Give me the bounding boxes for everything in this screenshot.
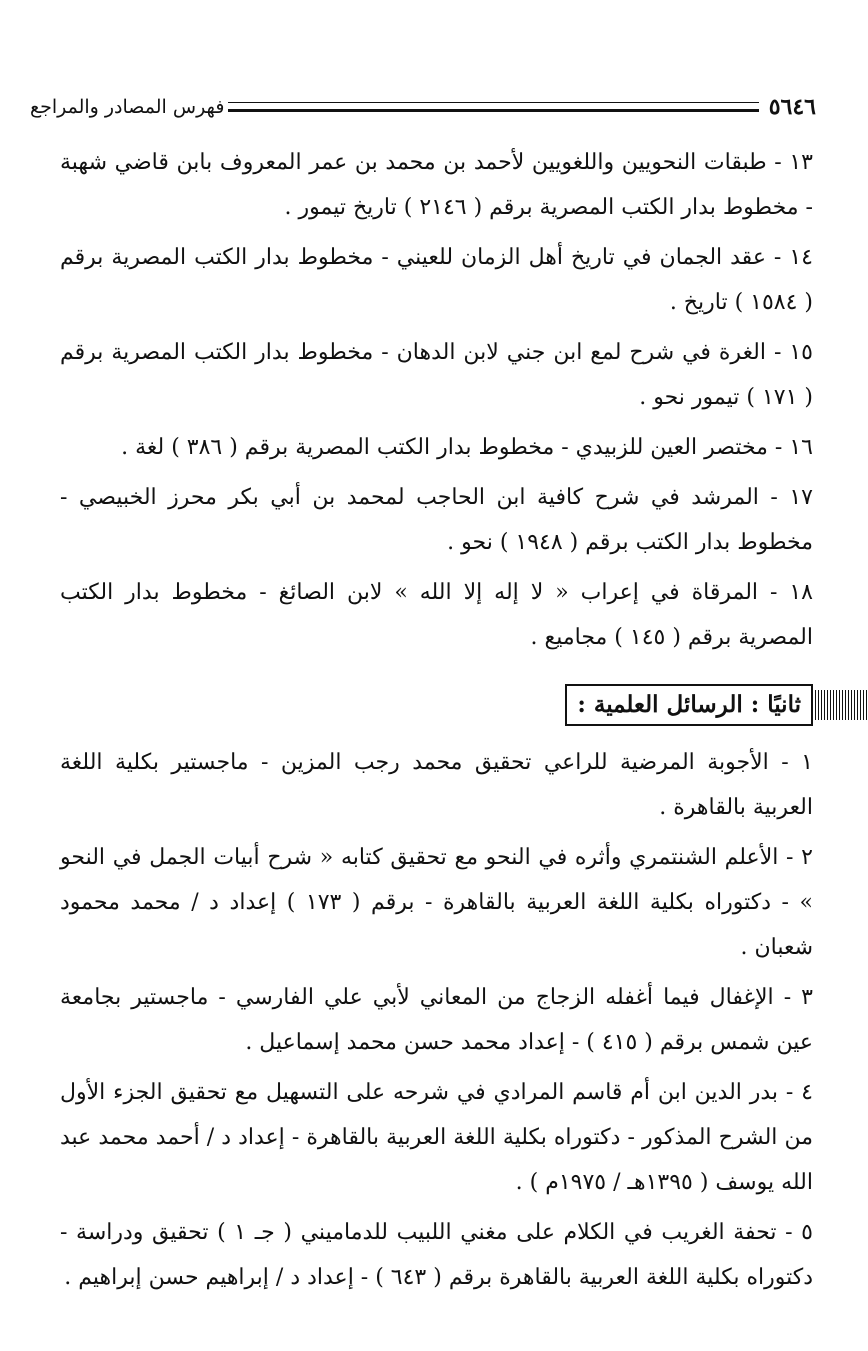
section-heading-row [60,682,813,728]
thesis-entry-5: ٥ - تحفة الغريب في الكلام على مغني اللبيب للدماميني ( جـ ١ ) تحقيق ودراسة - دكتوراه بكلية اللغة العربية بالقاهرة برقم ( ٦٤٣ ) - إعداد د / إبراهيم حسن إبراهيم . [60,1220,813,1290]
reference-entry-14: ١٤ - عقد الجمان في تاريخ أهل الزمان للعيني - مخطوط بدار الكتب المصرية برقم ( ١٥٨٤ ) تاريخ . [60,245,813,315]
thesis-entry-1: ١ - الأجوبة المرضية للراعي تحقيق محمد رجب المزين - ماجستير بكلية اللغة العربية بالقاهرة . [60,750,813,820]
page-number: ٥٦٤٦ [768,94,816,120]
reference-entry-18: ١٨ - المرقاة في إعراب « لا إله إلا الله » لابن الصائغ - مخطوط بدار الكتب المصرية برقم ( ١٤٥ ) مجاميع . [60,580,813,650]
header-rule [228,102,758,112]
section-ornament-bars [815,690,868,720]
thesis-entry-2: ٢ - الأعلم الشنتمري وأثره في النحو مع تحقيق كتابه « شرح أبيات الجمل في النحو » - دكتوراه بكلية اللغة العربية بالقاهرة - برقم ( ١٧٣ ) إعداد د / محمد محمود شعبان . [60,845,813,960]
reference-entry-16: ١٦ - مختصر العين للزبيدي - مخطوط بدار الكتب المصرية برقم ( ٣٨٦ ) لغة . [121,435,813,460]
thesis-entry-3: ٣ - الإغفال فيما أغفله الزجاج من المعاني لأبي علي الفارسي - ماجستير بجامعة عين شمس برقم ( ٤١٥ ) - إعداد محمد حسن محمد إسماعيل . [60,985,813,1055]
section-heading: ثانيًا : الرسائل العلمية : [565,684,813,726]
thesis-entry-4: ٤ - بدر الدين ابن أم قاسم المرادي في شرحه على التسهيل مع تحقيق الجزء الأول من الشرح المذكور - دكتوراه بكلية اللغة العربية بالقاهرة - إعداد د / أحمد محمد عبد الله يوسف ( ١٣٩٥هـ / ١٩٧٥م ) . [60,1080,813,1195]
reference-entry-13: ١٣ - طبقات النحويين واللغويين لأحمد بن محمد بن عمر المعروف بابن قاضي شهبة - مخطوط بدار الكتب المصرية برقم ( ٢١٤٦ ) تاريخ تيمور . [60,150,813,220]
page-content [60,140,813,1305]
header-title: فهرس المصادر والمراجع [30,96,225,118]
reference-entry-15: ١٥ - الغرة في شرح لمع ابن جني لابن الدهان - مخطوط بدار الكتب المصرية برقم ( ١٧١ ) تيمور نحو . [60,340,813,410]
reference-entry-17: ١٧ - المرشد في شرح كافية ابن الحاجب لمحمد بن أبي بكر محرز الخبيصي - مخطوط بدار الكتب برقم ( ١٩٤٨ ) نحو . [60,485,813,555]
running-header [30,92,816,122]
